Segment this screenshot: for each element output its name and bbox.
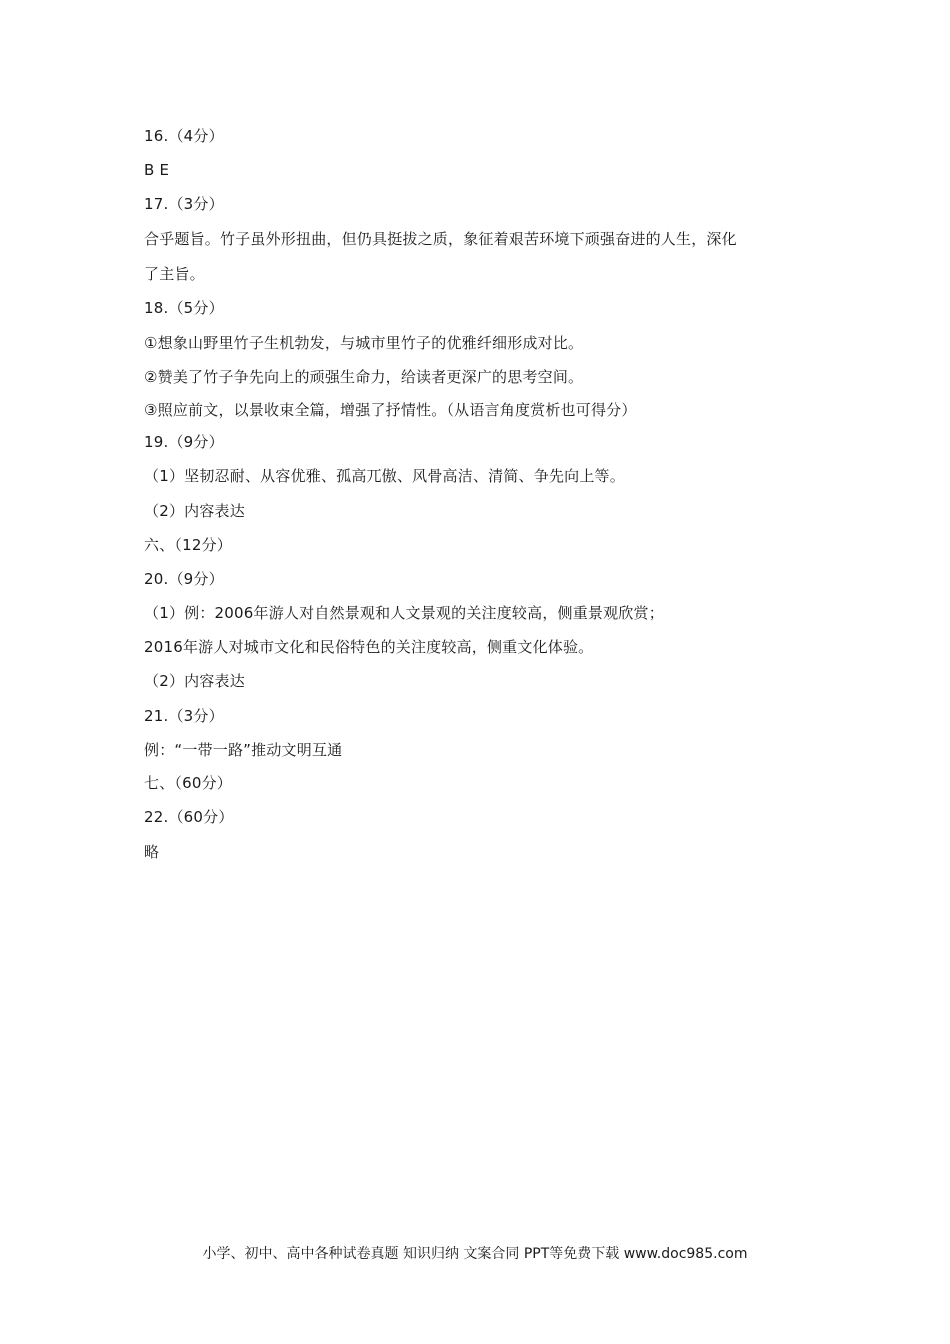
page-footer: 小学、初中、高中各种试卷真题 知识归纳 文案合同 PPT等免费下载 www.doc985.com [202, 1246, 748, 1262]
q18-point-3: ③照应前文，以景收束全篇，增强了抒情性。（从语言角度赏析也可得分） [144, 401, 637, 419]
q20-heading: 20.（9分） [144, 570, 224, 588]
q16-answer: B E [144, 161, 170, 179]
q18-point-1: ①想象山野里竹子生机勃发，与城市里竹子的优雅纤细形成对比。 [144, 334, 584, 352]
q17-answer-line2: 了主旨。 [144, 265, 205, 283]
q20-part-1-line2: 2016年游人对城市文化和民俗特色的关注度较高，侧重文化体验。 [144, 638, 594, 656]
q22-answer: 略 [144, 843, 160, 861]
q22-heading: 22.（60分） [144, 808, 234, 826]
q20-part-1-line1: （1）例：2006年游人对自然景观和人文景观的关注度较高，侧重景观欣赏； [144, 604, 664, 622]
q17-answer-line1: 合乎题旨。竹子虽外形扭曲，但仍具挺拔之质，象征着艰苦环境下顽强奋进的人生，深化 [144, 230, 737, 248]
q19-heading: 19.（9分） [144, 433, 224, 451]
section-seven-heading: 七、（60分） [144, 774, 232, 792]
q20-part-2: （2）内容表达 [144, 672, 245, 690]
section-six-heading: 六、（12分） [144, 536, 232, 554]
q17-heading: 17.（3分） [144, 195, 224, 213]
q18-heading: 18.（5分） [144, 299, 224, 317]
q19-part-2: （2）内容表达 [144, 502, 245, 520]
q18-point-2: ②赞美了竹子争先向上的顽强生命力，给读者更深广的思考空间。 [144, 368, 584, 386]
q21-answer: 例：“一带一路”推动文明互通 [144, 741, 343, 759]
q16-heading: 16.（4分） [144, 127, 224, 145]
q19-part-1: （1）坚韧忍耐、从容优雅、孤高兀傲、风骨高洁、清简、争先向上等。 [144, 467, 625, 485]
q21-heading: 21.（3分） [144, 707, 224, 725]
